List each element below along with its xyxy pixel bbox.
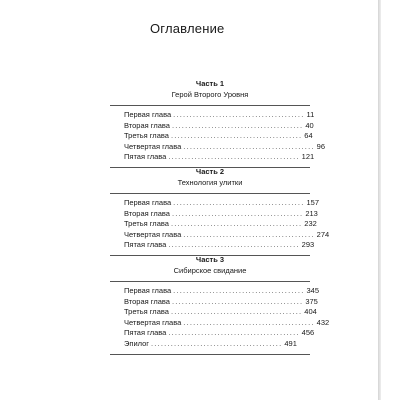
dot-leader: ........................................ bbox=[168, 240, 300, 249]
chapter-title: Пятая глава bbox=[124, 328, 167, 337]
dot-leader: ........................................ bbox=[170, 219, 303, 228]
chapter-title: Третья глава bbox=[124, 307, 169, 316]
chapter-list bbox=[110, 286, 330, 339]
toc-part-1 bbox=[110, 79, 325, 168]
dot-leader: ........................................ bbox=[168, 328, 300, 337]
toc-part-3 bbox=[110, 255, 330, 339]
divider-top bbox=[110, 281, 310, 282]
toc-entry[interactable] bbox=[110, 286, 320, 297]
chapter-title: Вторая глава bbox=[124, 208, 170, 218]
part-subtitle: Технология улитки bbox=[177, 178, 243, 187]
dot-leader: ........................................ bbox=[183, 317, 315, 327]
dot-leader: ........................................ bbox=[171, 120, 304, 130]
part-subtitle: Сибирское свидание bbox=[173, 266, 247, 275]
chapter-title: Четвертая глава bbox=[124, 229, 182, 239]
toc-entry[interactable] bbox=[110, 317, 330, 329]
page-number: 232 bbox=[304, 219, 317, 228]
toc-entry[interactable] bbox=[110, 307, 317, 318]
toc-entry[interactable] bbox=[110, 198, 320, 209]
dot-leader: ........................................ bbox=[173, 110, 305, 119]
chapter-title: Третья глава bbox=[124, 131, 169, 140]
toc-entry[interactable] bbox=[110, 240, 315, 251]
toc-entry[interactable] bbox=[110, 131, 313, 142]
epilog-title: Эпилог bbox=[124, 339, 150, 348]
page-number: 432 bbox=[316, 317, 330, 327]
divider-bottom bbox=[110, 354, 310, 355]
dot-leader: ........................................ bbox=[183, 141, 315, 151]
dot-leader: ........................................ bbox=[171, 296, 304, 306]
part-subtitle: Герой Второго Уровня bbox=[171, 90, 249, 99]
page-number: 456 bbox=[301, 328, 315, 337]
toc-entry[interactable] bbox=[110, 219, 317, 230]
page-number: 404 bbox=[304, 307, 317, 316]
toc-part-2 bbox=[110, 167, 330, 256]
page-number: 274 bbox=[316, 229, 330, 239]
chapter-title: Третья глава bbox=[124, 219, 169, 228]
page-number: 96 bbox=[316, 141, 325, 151]
chapter-title: Первая глава bbox=[124, 286, 172, 295]
page-number: 121 bbox=[301, 152, 315, 161]
page-number: 345 bbox=[306, 286, 320, 295]
chapter-title: Четвертая глава bbox=[124, 141, 182, 151]
toc-entry[interactable] bbox=[110, 296, 318, 308]
divider-top bbox=[110, 105, 310, 106]
page-number: 40 bbox=[305, 120, 314, 130]
toc-entry[interactable] bbox=[110, 208, 318, 220]
dot-leader: ........................................ bbox=[151, 339, 283, 348]
chapter-list bbox=[110, 198, 330, 251]
page-number: 491 bbox=[284, 339, 297, 348]
toc-entry[interactable] bbox=[110, 110, 315, 121]
chapter-title: Пятая глава bbox=[124, 240, 167, 249]
dot-leader: ........................................ bbox=[173, 286, 305, 295]
toc-epilog bbox=[110, 335, 310, 355]
dot-leader: ........................................ bbox=[183, 229, 315, 239]
page-edge bbox=[378, 0, 381, 400]
toc-entry[interactable] bbox=[110, 229, 330, 241]
dot-leader: ........................................ bbox=[170, 131, 303, 140]
chapter-title: Вторая глава bbox=[124, 120, 170, 130]
chapter-title: Вторая глава bbox=[124, 296, 170, 306]
dot-leader: ........................................ bbox=[170, 307, 303, 316]
toc-entry[interactable] bbox=[110, 152, 315, 163]
page-number: 11 bbox=[306, 110, 315, 119]
toc-title: Оглавление bbox=[150, 21, 225, 36]
page-number: 64 bbox=[304, 131, 313, 140]
part-heading: Часть 2 bbox=[195, 167, 225, 176]
page-number: 213 bbox=[305, 208, 318, 218]
toc-entry[interactable] bbox=[110, 120, 314, 132]
page-number: 157 bbox=[306, 198, 320, 207]
chapter-title: Пятая глава bbox=[124, 152, 167, 161]
dot-leader: ........................................ bbox=[168, 152, 300, 161]
toc-entry-epilog[interactable] bbox=[110, 339, 297, 350]
chapter-title: Четвертая глава bbox=[124, 317, 182, 327]
dot-leader: ........................................ bbox=[171, 208, 304, 218]
part-heading: Часть 1 bbox=[195, 79, 225, 88]
page-number: 375 bbox=[305, 296, 318, 306]
toc-entry[interactable] bbox=[110, 141, 325, 153]
chapter-title: Первая глава bbox=[124, 198, 172, 207]
divider-top bbox=[110, 193, 310, 194]
dot-leader: ........................................ bbox=[173, 198, 305, 207]
chapter-title: Первая глава bbox=[124, 110, 172, 119]
chapter-list bbox=[110, 110, 325, 163]
part-heading: Часть 3 bbox=[195, 255, 225, 264]
page-number: 293 bbox=[301, 240, 315, 249]
